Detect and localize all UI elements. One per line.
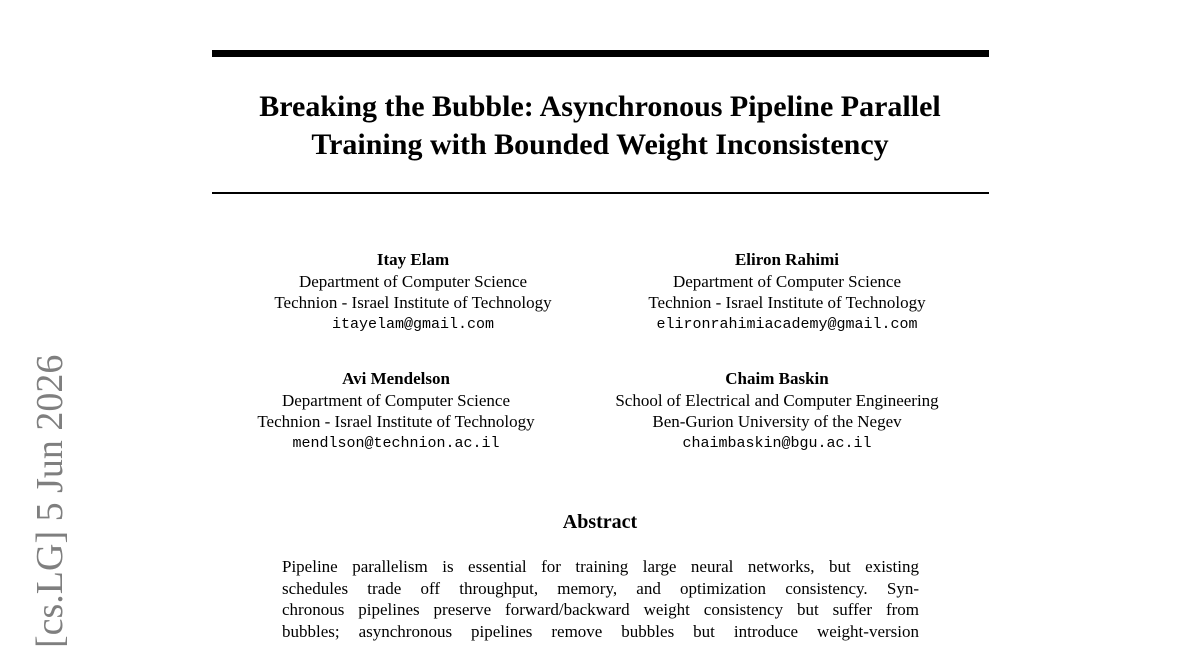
abstract-heading: Abstract bbox=[562, 511, 638, 533]
abstract-body bbox=[282, 556, 919, 642]
author-email[interactable]: mendlson@technion.ac.il bbox=[292, 434, 500, 452]
author-institution: Ben-Gurion University of the Negev bbox=[652, 412, 902, 431]
author-department: Department of Computer Science bbox=[298, 271, 527, 291]
title-rule bbox=[212, 192, 989, 194]
author-name: Eliron Rahimi bbox=[734, 250, 840, 269]
author-institution: Technion - Israel Institute of Technology bbox=[257, 412, 535, 431]
arxiv-stamp: [cs.LG] 5 Jun 2026 bbox=[29, 354, 71, 648]
author-block bbox=[607, 249, 967, 335]
title-line-2: Training with Bounded Weight Inconsistency bbox=[311, 128, 889, 161]
author-email[interactable]: elironrahimiacademy@gmail.com bbox=[656, 315, 918, 333]
abstract-line: schedules trade off throughput, memory, and optimization consistency. Syn- bbox=[282, 578, 919, 598]
author-department: Department of Computer Science bbox=[672, 271, 901, 291]
abstract-line: chronous pipelines preserve forward/backward weight consistency but suffer from bbox=[282, 600, 919, 619]
author-institution: Technion - Israel Institute of Technology bbox=[274, 293, 552, 312]
author-name: Chaim Baskin bbox=[725, 369, 829, 388]
abstract-line: Pipeline parallelism is essential for training large neural networks, but existing bbox=[282, 557, 919, 576]
abstract-line: bubbles; asynchronous pipelines remove bubbles but introduce weight-version bbox=[282, 621, 919, 641]
author-department: School of Electrical and Computer Engineering bbox=[615, 390, 939, 410]
author-department: Department of Computer Science bbox=[281, 390, 510, 410]
top-rule bbox=[212, 50, 989, 57]
author-email[interactable]: itayelam@gmail.com bbox=[331, 315, 495, 333]
paper-title bbox=[200, 88, 1000, 164]
author-block bbox=[233, 249, 593, 335]
author-email[interactable]: chaimbaskin@bgu.ac.il bbox=[682, 434, 872, 452]
title-line-1: Breaking the Bubble: Asynchronous Pipeline Parallel bbox=[259, 90, 941, 123]
author-name: Avi Mendelson bbox=[342, 369, 450, 388]
author-block bbox=[597, 368, 957, 454]
author-name: Itay Elam bbox=[376, 250, 450, 269]
author-institution: Technion - Israel Institute of Technology bbox=[648, 293, 926, 312]
author-block bbox=[216, 368, 576, 454]
